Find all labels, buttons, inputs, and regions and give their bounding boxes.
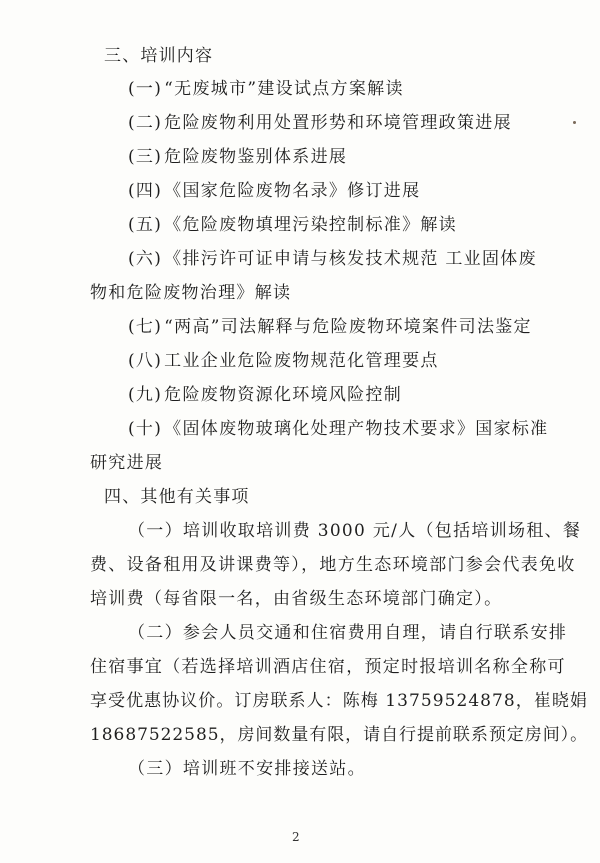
item-number: (三) (128, 147, 163, 167)
list-item (128, 146, 347, 168)
item-text: 危险废物鉴别体系进展 (164, 147, 348, 167)
list-item (128, 316, 532, 338)
paragraph-line: 18687522585，房间数量有限，请自行提前联系预定房间）。 (90, 725, 589, 745)
item-number: (九) (128, 385, 163, 405)
item-number: (七) (128, 317, 163, 337)
paragraph-line: 费、设备租用及讲课费等），地方生态环境部门参会代表免收 (90, 555, 576, 575)
item-number: (十) (128, 419, 163, 439)
item-number: (四) (128, 181, 163, 201)
section-four-heading: 四、其他有关事项 (104, 487, 250, 507)
paragraph-line: 住宿事宜（若选择培训酒店住宿，预定时报培训名称全称可 (90, 657, 566, 677)
list-item (128, 78, 404, 100)
item-number: (二) (128, 113, 163, 133)
paragraph-line: （三）培训班不安排接送站。 (128, 759, 366, 779)
scan-speck (573, 121, 576, 124)
list-item (128, 350, 439, 372)
item-text: “两高”司法解释与危险废物环境案件司法鉴定 (164, 317, 532, 337)
item-text: 《危险废物填埋污染控制标准》解读 (164, 215, 457, 235)
list-item-continuation: 研究进展 (90, 453, 164, 473)
paragraph-line: 享受优惠协议价。订房联系人：陈梅 13759524878，崔晓娟 (90, 691, 588, 711)
paragraph-line: （一）培训收取培训费 3000 元/人（包括培训场租、餐 (128, 521, 582, 541)
paragraph-line: （二）参会人员交通和住宿费用自理，请自行联系安排 (128, 623, 568, 643)
item-text: 《国家危险废物名录》修订进展 (164, 181, 421, 201)
list-item-continuation: 物和危险废物治理》解读 (90, 283, 292, 303)
list-item (128, 180, 420, 202)
list-item (128, 418, 548, 440)
item-number: (八) (128, 351, 163, 371)
item-text: “无废城市”建设试点方案解读 (164, 79, 404, 99)
item-text: 《排污许可证申请与核发技术规范 工业固体废 (164, 249, 537, 269)
paragraph-line: 培训费（每省限一名，由省级生态环境部门确定）。 (90, 589, 503, 609)
item-text: 《固体废物玻璃化处理产物技术要求》国家标准 (164, 419, 549, 439)
item-text: 危险废物资源化环境风险控制 (164, 385, 403, 405)
item-text: 危险废物利用处置形势和环境管理政策进展 (164, 113, 512, 133)
page-number: 2 (292, 830, 300, 844)
item-number: (六) (128, 249, 163, 269)
item-number: (五) (128, 215, 163, 235)
list-item (128, 384, 402, 406)
list-item (128, 248, 537, 270)
list-item (128, 214, 457, 236)
item-number: (一) (128, 79, 163, 99)
section-three-heading: 三、培训内容 (104, 46, 214, 66)
list-item (128, 112, 512, 134)
item-text: 工业企业危险废物规范化管理要点 (164, 351, 439, 371)
